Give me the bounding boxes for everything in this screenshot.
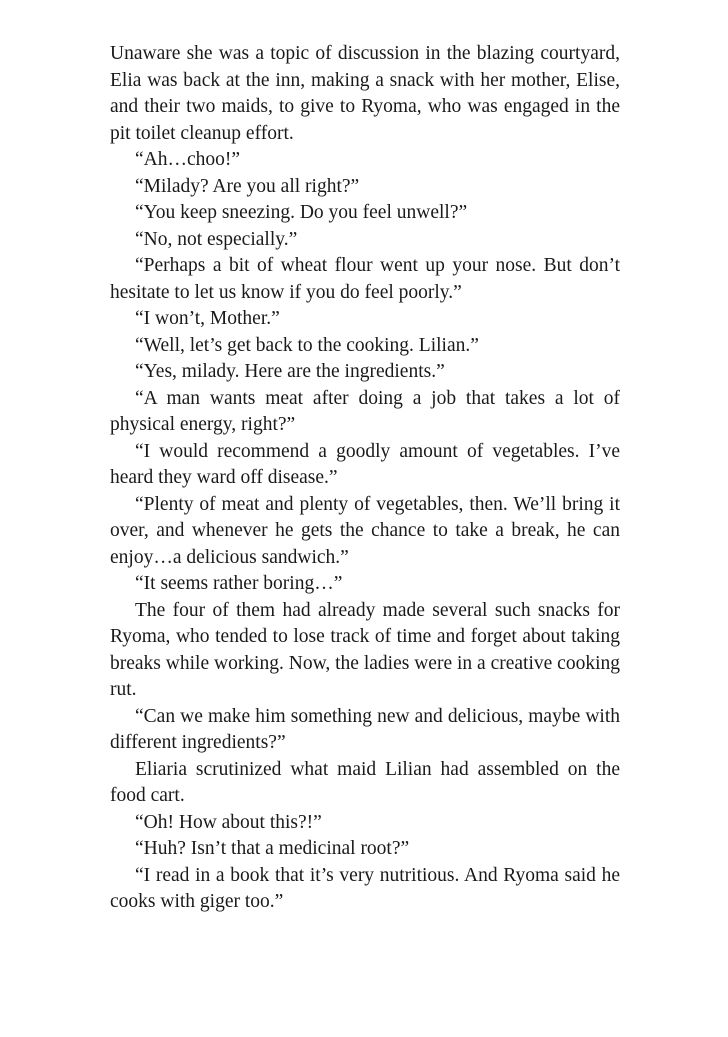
paragraph-narration: The four of them had already made several such snacks for Ryoma, who tended to lose track of time and forget about taking breaks while working. Now, the ladies were in a creative cooking rut. bbox=[110, 599, 620, 700]
paragraph-dialogue: “Milady? Are you all right?” bbox=[135, 175, 360, 197]
paragraph-dialogue: “You keep sneezing. Do you feel unwell?” bbox=[135, 202, 468, 223]
paragraph-dialogue: “No, not especially.” bbox=[135, 228, 298, 250]
paragraph-dialogue: “It seems rather boring…” bbox=[135, 573, 343, 594]
paragraph-dialogue: “Yes, milady. Here are the ingredients.” bbox=[135, 361, 445, 382]
paragraph-narration: Unaware she was a topic of discussion in the blazing courtyard, Elia was back at the inn, making a snack with her mother, Elise, and their two maids, to give to Ryoma, who was engaged in the pit toilet cleanup effort. bbox=[110, 43, 620, 144]
paragraph-dialogue: “Ah…choo!” bbox=[135, 149, 241, 170]
paragraph-dialogue: “Perhaps a bit of wheat flour went up your nose. But don’t hesitate to let us know if you do feel poorly.” bbox=[110, 255, 620, 303]
book-page-text bbox=[110, 41, 620, 916]
paragraph-dialogue: “I read in a book that it’s very nutritious. And Ryoma said he cooks with giger too.” bbox=[110, 864, 620, 912]
paragraph-narration: Eliaria scrutinized what maid Lilian had assembled on the food cart. bbox=[110, 758, 620, 806]
paragraph-dialogue: “Well, let’s get back to the cooking. Lilian.” bbox=[135, 334, 479, 356]
paragraph-dialogue: “I won’t, Mother.” bbox=[135, 308, 280, 329]
paragraph-dialogue: “Huh? Isn’t that a medicinal root?” bbox=[135, 838, 410, 859]
paragraph-dialogue: “Plenty of meat and plenty of vegetables, then. We’ll bring it over, and whenever he gets the chance to take a break, he can enjoy…a delicious sandwich.” bbox=[110, 493, 620, 568]
paragraph-dialogue: “Can we make him something new and delicious, maybe with different ingredients?” bbox=[110, 705, 620, 753]
paragraph-dialogue: “I would recommend a goodly amount of vegetables. I’ve heard they ward off disease.” bbox=[110, 440, 620, 488]
paragraph-dialogue: “A man wants meat after doing a job that takes a lot of physical energy, right?” bbox=[110, 387, 620, 435]
paragraph-dialogue: “Oh! How about this?!” bbox=[135, 811, 322, 833]
